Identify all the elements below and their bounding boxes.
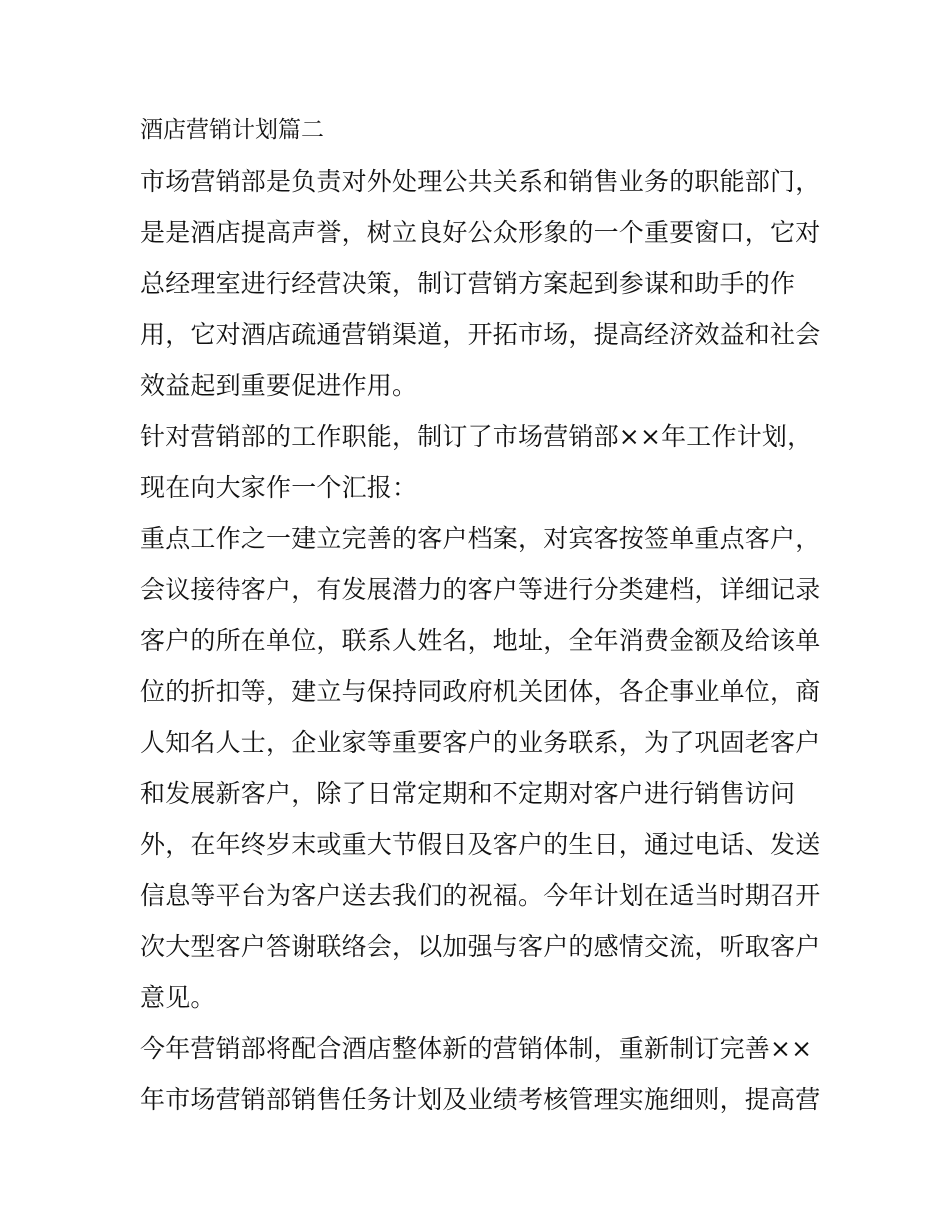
paragraph-line: 外，在年终岁末或重大节假日及客户的生日，通过电话、发送 <box>140 830 821 859</box>
paragraph-line: 总经理室进行经营决策，制订营销方案起到参谋和助手的作 <box>140 269 796 298</box>
paragraph-line: 意见。 <box>140 983 216 1012</box>
document-body <box>140 105 820 1125</box>
paragraph-line: 和发展新客户，除了日常定期和不定期对客户进行销售访问 <box>140 779 796 808</box>
paragraph-line: 今年营销部将配合酒店整体新的营销体制，重新制订完善×× <box>140 1034 813 1063</box>
paragraph-line: 人知名人士，企业家等重要客户的业务联系，为了巩固老客户 <box>140 728 821 757</box>
paragraph-line: 现在向大家作一个汇报： <box>140 473 418 502</box>
paragraph-line: 是是酒店提高声誉，树立良好公众形象的一个重要窗口，它对 <box>140 218 821 247</box>
paragraph-line: 效益起到重要促进作用。 <box>140 371 418 400</box>
paragraph-line: 年市场营销部销售任务计划及业绩考核管理实施细则，提高营 <box>140 1085 821 1114</box>
paragraph-line: 信息等平台为客户送去我们的祝福。今年计划在适当时期召开 <box>140 881 821 910</box>
paragraph-line: 次大型客户答谢联络会，以加强与客户的感情交流，听取客户 <box>140 932 821 961</box>
paragraph-line: 市场营销部是负责对外处理公共关系和销售业务的职能部门， <box>140 167 821 196</box>
paragraph-line: 针对营销部的工作职能，制订了市场营销部××年工作计划， <box>140 422 813 451</box>
paragraph-line: 用，它对酒店疏通营销渠道，开拓市场，提高经济效益和社会 <box>140 320 821 349</box>
paragraph-line: 重点工作之一建立完善的客户档案，对宾客按签单重点客户， <box>140 524 821 553</box>
paragraph-line: 位的折扣等，建立与保持同政府机关团体，各企事业单位，商 <box>140 677 821 706</box>
document-title: 酒店营销计划篇二 <box>140 117 324 143</box>
paragraph-line: 客户的所在单位，联系人姓名，地址，全年消费金额及给该单 <box>140 626 821 655</box>
paragraph-line: 会议接待客户，有发展潜力的客户等进行分类建档，详细记录 <box>140 575 821 604</box>
